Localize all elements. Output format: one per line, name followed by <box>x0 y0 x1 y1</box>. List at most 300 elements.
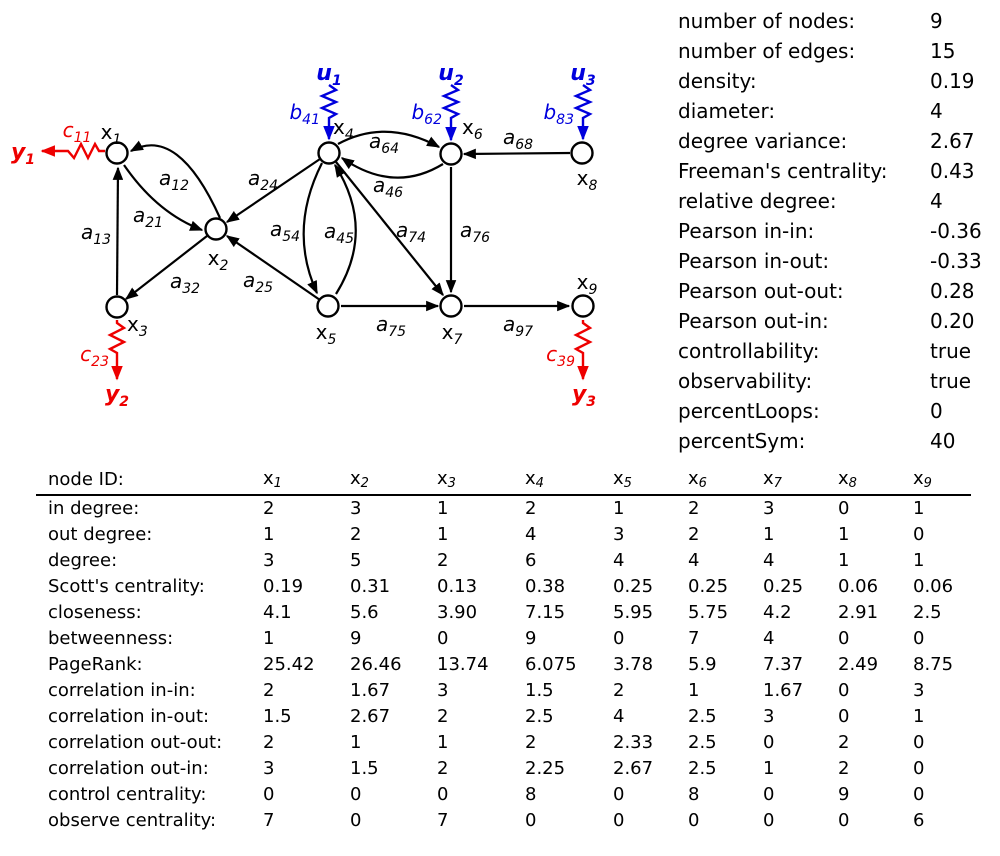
node-label-x8-sub: 8 <box>588 178 598 194</box>
stat-row-6 <box>678 186 998 216</box>
metric-cell: 8 <box>525 784 537 805</box>
node-label-x7-base: x <box>441 320 454 344</box>
metric-cell: 0 <box>263 784 275 805</box>
edge-label-a46-sub: 46 <box>385 185 404 201</box>
col-header-sub: 6 <box>698 476 707 491</box>
stat-value: 4 <box>930 189 943 213</box>
node-label-x6 <box>462 115 483 143</box>
edge-label-a97-sub: 97 <box>515 324 534 340</box>
stat-value: -0.36 <box>930 219 982 243</box>
metric-cell: 2.91 <box>838 602 879 623</box>
row-label: correlation out-in: <box>48 758 209 779</box>
edges <box>117 132 570 306</box>
metric-cell: 2.5 <box>688 732 717 753</box>
metric-cell: 0 <box>763 810 775 831</box>
col-header-x5 <box>613 466 688 495</box>
stat-row-4 <box>678 126 998 156</box>
stat-row-9 <box>678 276 998 306</box>
metric-cell: 0 <box>838 810 850 831</box>
metric-cell: 2 <box>525 732 537 753</box>
edge-label-a75 <box>376 312 406 340</box>
stat-label: Pearson in-out: <box>678 249 830 273</box>
stat-label: number of edges: <box>678 39 856 63</box>
col-header-x1 <box>263 466 350 495</box>
stat-label: Freeman's centrality: <box>678 159 888 183</box>
node-label-x2-sub: 2 <box>219 258 229 274</box>
stat-label: diameter: <box>678 99 776 123</box>
metric-cell: 2 <box>688 498 700 519</box>
edge-label-a24 <box>248 166 278 194</box>
metric-cell: 5.75 <box>688 602 729 623</box>
col-header-sub: 8 <box>848 476 857 491</box>
edge-label-a68-sub: 68 <box>515 137 534 153</box>
stat-row-11 <box>678 336 998 366</box>
table-row <box>36 626 971 652</box>
stat-label: Pearson in-in: <box>678 219 815 243</box>
table-row <box>36 574 971 600</box>
edge-label-a25 <box>243 268 273 296</box>
input-spring-u3 <box>576 85 590 139</box>
metric-cell: 2.25 <box>525 758 566 779</box>
metric-cell: 0 <box>838 498 850 519</box>
metric-cell: 1 <box>613 498 625 519</box>
input-label-u1-sub: 1 <box>331 73 342 89</box>
metric-cell: 6 <box>913 810 925 831</box>
node-label-x9-sub: 9 <box>588 282 598 298</box>
output-label-y3 <box>572 382 596 410</box>
edge-a25 <box>227 236 320 300</box>
edge-label-a75-base: a <box>375 312 389 336</box>
stat-row-0 <box>678 6 998 36</box>
row-label: out degree: <box>48 524 153 545</box>
row-label: correlation out-out: <box>48 732 223 753</box>
col-header-x4 <box>525 466 613 495</box>
metric-cell: 0.31 <box>350 576 391 597</box>
row-label: betweenness: <box>48 628 174 649</box>
edge-a68 <box>464 153 570 154</box>
edge-label-a68-base: a <box>502 125 516 149</box>
node-label-x3 <box>127 312 148 340</box>
metric-cell: 0 <box>763 784 775 805</box>
edge-label-a76 <box>460 218 490 246</box>
metric-cell: 1 <box>913 498 925 519</box>
stat-label: percentSym: <box>678 429 806 453</box>
metric-cell: 1 <box>688 680 700 701</box>
output-label-y2 <box>105 382 129 410</box>
edge-label-a54-base: a <box>269 217 283 241</box>
metric-cell: 2.5 <box>688 706 717 727</box>
node-label-x1 <box>101 120 122 148</box>
metric-cell: 9 <box>838 784 850 805</box>
stat-value: 0 <box>930 399 943 423</box>
metric-cell: 3.78 <box>613 654 654 675</box>
node-x3[interactable] <box>107 297 128 318</box>
node-label-x4 <box>333 115 354 143</box>
stat-row-13 <box>678 396 998 426</box>
edge-a54 <box>304 163 322 293</box>
col-header-sub: 4 <box>535 476 544 491</box>
edge-label-a25-sub: 25 <box>255 280 274 296</box>
metric-cell: 6 <box>525 550 537 571</box>
metric-cell: 0 <box>913 784 925 805</box>
metric-cell: 8 <box>688 784 700 805</box>
input-label-u3-base: u <box>570 61 586 86</box>
metric-cell: 3 <box>263 550 275 571</box>
metric-cell: 0 <box>688 810 700 831</box>
metric-cell: 0.38 <box>525 576 566 597</box>
metric-cell: 0.06 <box>838 576 879 597</box>
network-diagram <box>0 0 660 450</box>
output-label-y2-base: y <box>104 382 120 407</box>
metric-cell: 0 <box>613 784 625 805</box>
table-row <box>36 678 971 704</box>
metric-cell: 2 <box>838 732 850 753</box>
stat-label: degree variance: <box>678 129 848 153</box>
metric-cell: 1 <box>437 524 449 545</box>
metric-cell: 0 <box>763 732 775 753</box>
metric-cell: 2 <box>688 524 700 545</box>
stat-row-3 <box>678 96 998 126</box>
col-header-base: x <box>263 468 274 489</box>
metric-cell: 4 <box>763 550 775 571</box>
metric-cell: 2 <box>263 498 275 519</box>
stat-value: 0.20 <box>930 309 975 333</box>
metric-cell: 3 <box>763 498 775 519</box>
node-x6[interactable] <box>441 144 462 165</box>
metric-cell: 7 <box>437 810 449 831</box>
metric-cell: 3 <box>763 706 775 727</box>
edge-label-a21-base: a <box>132 203 146 227</box>
metric-cell: 7.15 <box>525 602 566 623</box>
edge-label-a64-base: a <box>368 129 382 153</box>
metric-cell: 1.5 <box>525 680 554 701</box>
metric-cell: 2 <box>838 758 850 779</box>
node-x5[interactable] <box>318 296 339 317</box>
col-header-sub: 3 <box>447 476 456 491</box>
metric-cell: 0 <box>913 758 925 779</box>
metric-cell: 0 <box>350 784 362 805</box>
input-label-u1-base: u <box>316 61 332 86</box>
node-x7[interactable] <box>441 296 462 317</box>
metric-cell: 2.49 <box>838 654 879 675</box>
edge-label-a45 <box>324 219 354 247</box>
metric-cell: 7.37 <box>763 654 804 675</box>
col-header-x9 <box>913 466 971 495</box>
output-label-y3-sub: 3 <box>586 394 597 410</box>
metric-cell: 1 <box>763 524 775 545</box>
metric-cell: 2.67 <box>613 758 654 779</box>
stat-row-5 <box>678 156 998 186</box>
output-label-y3-base: y <box>571 382 587 407</box>
stat-value: 0.19 <box>930 69 975 93</box>
edge-label-a12-sub: 12 <box>171 178 190 194</box>
metric-cell: 2 <box>437 550 449 571</box>
output-label-y1 <box>11 140 35 168</box>
table-row <box>36 704 971 730</box>
metric-cell: 2 <box>263 732 275 753</box>
col-header-base: x <box>525 468 536 489</box>
node-label-x7 <box>442 320 463 348</box>
output-label-y2-sub: 2 <box>119 394 130 410</box>
metric-cell: 0.19 <box>263 576 304 597</box>
metric-cell: 25.42 <box>263 654 315 675</box>
metric-cell: 0 <box>613 810 625 831</box>
metric-cell: 1.67 <box>350 680 391 701</box>
stat-label: number of nodes: <box>678 9 856 33</box>
gain-label-b41-sub: 41 <box>302 112 320 128</box>
metric-cell: 0 <box>913 732 925 753</box>
metric-cell: 0.25 <box>613 576 654 597</box>
output-spring-y3 <box>576 320 590 379</box>
metric-cell: 3 <box>350 498 362 519</box>
col-header-x7 <box>763 466 838 495</box>
metric-cell: 5 <box>350 550 362 571</box>
metric-cell: 2 <box>350 524 362 545</box>
stat-value: 0.28 <box>930 279 975 303</box>
table-row <box>36 730 971 756</box>
node-label-x6-sub: 6 <box>473 127 483 143</box>
row-label: in degree: <box>48 498 140 519</box>
table-row <box>36 600 971 626</box>
node-label-x7-sub: 7 <box>453 332 463 348</box>
metric-cell: 2 <box>437 758 449 779</box>
stat-label: controllability: <box>678 339 820 363</box>
edge-label-a24-sub: 24 <box>260 178 279 194</box>
stat-value: 2.67 <box>930 129 975 153</box>
metric-cell: 2.5 <box>688 758 717 779</box>
edge-label-a76-base: a <box>459 218 473 242</box>
metric-cell: 2 <box>263 680 275 701</box>
col-header-x6 <box>688 466 763 495</box>
metric-cell: 0 <box>913 628 925 649</box>
output-label-y1-sub: 1 <box>25 152 36 168</box>
metric-cell: 5.95 <box>613 602 654 623</box>
node-label-x8-base: x <box>576 166 589 190</box>
node-label-x1-sub: 1 <box>112 132 122 148</box>
metric-cell: 0.13 <box>437 576 478 597</box>
metric-cell: 1 <box>913 706 925 727</box>
gain-label-b62-base: b <box>411 100 425 124</box>
metric-cell: 1 <box>437 498 449 519</box>
stat-row-1 <box>678 36 998 66</box>
metric-cell: 3 <box>613 524 625 545</box>
edge-label-a54 <box>270 217 300 245</box>
table-row <box>36 808 971 834</box>
edge-label-a74 <box>396 218 426 246</box>
stat-label: percentLoops: <box>678 399 820 423</box>
metric-cell: 4 <box>688 550 700 571</box>
metric-cell: 1 <box>263 524 275 545</box>
gain-label-c11-base: c <box>62 118 74 142</box>
node-label-x9 <box>577 270 598 298</box>
stat-label: Pearson out-out: <box>678 279 844 303</box>
metric-cell: 4 <box>763 628 775 649</box>
edge-label-a13 <box>81 220 111 248</box>
metric-cell: 2 <box>437 706 449 727</box>
row-label: degree: <box>48 550 118 571</box>
col-header-base: x <box>838 468 849 489</box>
edge-label-a32-sub: 32 <box>182 281 201 297</box>
metric-cell: 4.2 <box>763 602 792 623</box>
table-row <box>36 522 971 548</box>
col-header-sub: 9 <box>923 476 932 491</box>
stat-value: 0.43 <box>930 159 975 183</box>
stat-value: 15 <box>930 39 956 63</box>
metric-cell: 8.75 <box>913 654 954 675</box>
col-header-base: x <box>763 468 774 489</box>
input-label-u2 <box>438 61 463 89</box>
metric-cell: 0.25 <box>688 576 729 597</box>
edge-a46 <box>342 158 443 178</box>
metric-cell: 0.25 <box>763 576 804 597</box>
row-label: PageRank: <box>48 654 143 675</box>
node-x2[interactable] <box>206 219 227 240</box>
metric-cell: 1.5 <box>263 706 292 727</box>
edge-label-a13-sub: 13 <box>93 232 112 248</box>
edge-label-a97-base: a <box>502 312 516 336</box>
node-x8[interactable] <box>572 143 593 164</box>
metric-cell: 4 <box>613 550 625 571</box>
row-label: correlation in-out: <box>48 706 210 727</box>
input-label-u2-base: u <box>438 61 454 86</box>
stat-row-12 <box>678 366 998 396</box>
stat-row-7 <box>678 216 998 246</box>
col-header-x8 <box>838 466 913 495</box>
edge-label-a54-sub: 54 <box>282 229 301 245</box>
input-label-u2-sub: 2 <box>453 73 464 89</box>
metric-cell: 6.075 <box>525 654 577 675</box>
output-label-y1-base: y <box>10 140 26 165</box>
edge-label-a24-base: a <box>247 166 261 190</box>
edge-label-a13-base: a <box>80 220 94 244</box>
stat-value: 9 <box>930 9 943 33</box>
metric-cell: 13.74 <box>437 654 489 675</box>
col-header-x3 <box>437 466 525 495</box>
edge-a13 <box>117 168 118 295</box>
stat-label: relative degree: <box>678 189 837 213</box>
metric-cell: 1.5 <box>350 758 379 779</box>
metric-cell: 9 <box>350 628 362 649</box>
node-label-x2-base: x <box>207 246 220 270</box>
metric-cell: 3 <box>913 680 925 701</box>
edge-label-a32-base: a <box>169 269 183 293</box>
table-row <box>36 548 971 574</box>
node-label-x6-base: x <box>462 115 474 139</box>
edge-a74 <box>336 162 443 295</box>
edge-label-a74-base: a <box>395 218 409 242</box>
stat-value: true <box>930 369 972 393</box>
edge-label-a45-sub: 45 <box>336 231 355 247</box>
metric-cell: 3 <box>263 758 275 779</box>
gain-label-c11 <box>63 118 92 146</box>
col-header-base: x <box>613 468 624 489</box>
edge-label-a25-base: a <box>242 268 256 292</box>
node-label-x5 <box>316 320 337 348</box>
edge-label-a76-sub: 76 <box>472 230 491 246</box>
stat-row-2 <box>678 66 998 96</box>
node-label-x2 <box>208 246 229 274</box>
edge-label-a32 <box>170 269 200 297</box>
metric-cell: 2.5 <box>913 602 942 623</box>
metric-cell: 0 <box>838 628 850 649</box>
edge-label-a97 <box>503 312 533 340</box>
node-label-x5-base: x <box>315 320 328 344</box>
stat-value: -0.33 <box>930 249 982 273</box>
edge-label-a46-base: a <box>372 173 386 197</box>
row-label: control centrality: <box>48 784 207 805</box>
edge-label-a12-base: a <box>158 166 172 190</box>
metric-cell: 1.67 <box>763 680 804 701</box>
node-label-x1-base: x <box>100 120 113 144</box>
metric-cell: 1 <box>838 550 850 571</box>
metric-cell: 0.06 <box>913 576 954 597</box>
gain-label-b41-base: b <box>289 100 303 124</box>
stat-value: 4 <box>930 99 943 123</box>
gain-label-c39 <box>546 342 575 370</box>
node-x9[interactable] <box>573 296 594 317</box>
col-header-base: x <box>437 468 448 489</box>
col-header-base: x <box>350 468 361 489</box>
output-spring-y2 <box>110 320 124 379</box>
stat-label: observability: <box>678 369 813 393</box>
metric-cell: 1 <box>763 758 775 779</box>
metric-cell: 0 <box>838 680 850 701</box>
metric-cell: 1 <box>350 732 362 753</box>
table-row <box>36 652 971 678</box>
row-label: observe centrality: <box>48 810 217 831</box>
stat-label: density: <box>678 69 757 93</box>
col-header-sub: 5 <box>623 476 632 491</box>
metric-cell: 0 <box>613 628 625 649</box>
stat-label: Pearson out-in: <box>678 309 829 333</box>
edge-label-a68 <box>503 125 533 153</box>
table-header-label: node ID: <box>36 466 263 495</box>
metric-cell: 1 <box>437 732 449 753</box>
metric-cell: 3.90 <box>437 602 478 623</box>
stat-row-14 <box>678 426 998 456</box>
metric-cell: 0 <box>350 810 362 831</box>
edge-label-a21-sub: 21 <box>145 215 164 231</box>
metric-cell: 26.46 <box>350 654 402 675</box>
stat-value: true <box>930 339 972 363</box>
input-spring-u2 <box>444 85 458 140</box>
output-spring-y1 <box>42 144 105 158</box>
gain-label-b83 <box>543 100 574 128</box>
gain-label-b83-sub: 83 <box>556 112 574 128</box>
gain-label-b62 <box>411 100 442 128</box>
metric-cell: 0 <box>437 628 449 649</box>
row-label: Scott's centrality: <box>48 576 205 597</box>
metric-cell: 0 <box>525 810 537 831</box>
metric-cell: 0 <box>437 784 449 805</box>
stat-value: 40 <box>930 429 956 453</box>
metric-cell: 2 <box>525 498 537 519</box>
metric-cell: 7 <box>263 810 275 831</box>
gain-label-c23-base: c <box>80 342 92 366</box>
gain-label-c39-base: c <box>546 342 558 366</box>
gain-label-c11-sub: 11 <box>73 130 92 146</box>
node-x4[interactable] <box>319 143 340 164</box>
col-header-sub: 7 <box>773 476 782 491</box>
input-label-u1 <box>316 61 341 89</box>
metric-cell: 4 <box>613 706 625 727</box>
input-label-u3 <box>570 61 595 89</box>
edge-label-a45-base: a <box>323 219 337 243</box>
edge-label-a64-sub: 64 <box>381 141 400 157</box>
node-metrics-table <box>36 466 971 834</box>
row-label: correlation in-in: <box>48 680 196 701</box>
metric-cell: 3 <box>437 680 449 701</box>
